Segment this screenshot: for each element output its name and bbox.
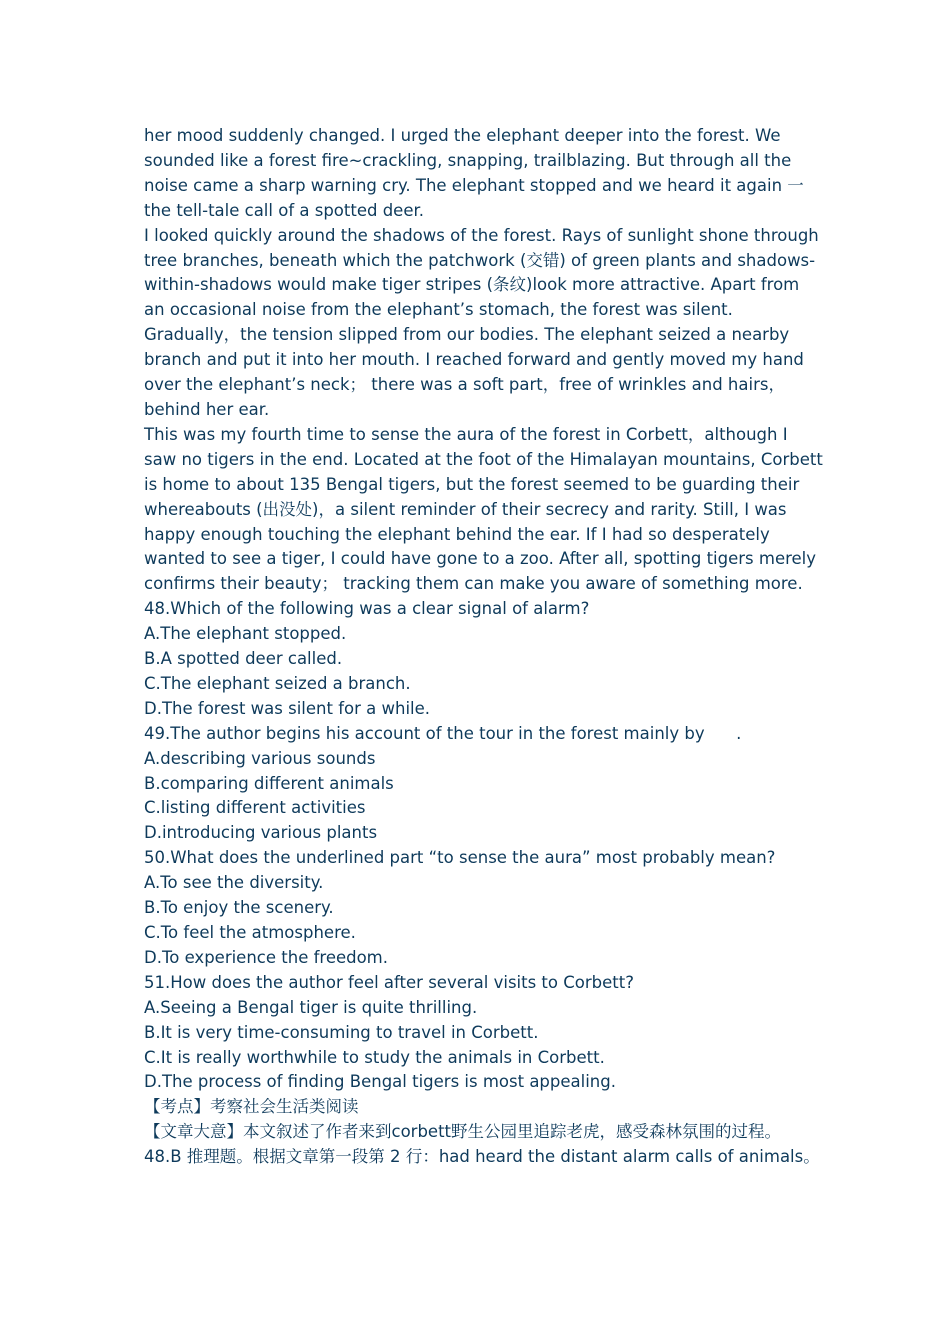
question-49-option-b: B.comparing different animals [144,773,394,793]
question-48-stem: 48.Which of the following was a clear signal of alarm? [144,599,590,619]
question-48-option-c: C.The elephant seized a branch. [144,673,411,693]
question-49-option-d: D.introducing various plants [144,823,378,843]
analysis-kaodian: 【考点】考察社会生活类阅读 [144,1097,359,1117]
question-51-stem: 51.How does the author feel after several visits to Corbett? [144,972,634,992]
question-50-option-c: C.To feel the atmosphere. [144,923,356,942]
analysis-answer-line: 2 [384,1147,406,1167]
analysis-dayi [144,1120,824,1145]
question-49-option-a: A.describing various sounds [144,748,376,768]
question-51-option-d: D.The process of finding Bengal tigers is most appealing. [144,1072,616,1092]
analysis-dayi-rest: 野生公园里追踪老虎，感受森林氛围的过程。 [451,1122,782,1142]
question-50-option-b: B.To enjoy the scenery. [144,898,334,918]
question-51-option-a: A.Seeing a Bengal tiger is quite thrilling. [144,997,478,1017]
analysis-answer-quote: had heard the distant alarm calls of animals [438,1147,804,1167]
analysis-dayi-word: corbett [391,1122,452,1142]
document-page [144,124,824,1170]
analysis-dayi-label: 【文章大意】本文叙述了作者来到 [144,1122,392,1142]
analysis-answer-number: 48.B [144,1147,182,1167]
question-51-option-b: B.It is very time-consuming to travel in Corbett. [144,1022,539,1042]
analysis-answer-end: 。 [803,1147,820,1167]
question-48-option-b: B.A spotted deer called. [144,649,343,669]
question-49-stem: 49.The author begins his account of the tour in the forest mainly by . [144,723,742,743]
passage-paragraph-4: This was my fourth time to sense the aura of the forest in Corbett，although I saw no tigers in the end. Located at the foot of the Himalayan mountains, Corbett is home to about 135 Bengal tigers, but the forest seemed to be guarding their whereabouts (出没处)，a silent reminder of their secrecy and rarity. Still, I was happy enough touching the elephant behind the ear. If I had so desperately wanted to see a tiger, I could have gone to a zoo. After all, spotting tigers merely confirms their beauty； tracking them can make you aware of something more. [144,424,823,594]
passage-paragraph-3: Gradually，the tension slipped from our bodies. The elephant seized a nearby branch and put it into her mouth. I reached forward and gently moved my hand over the elephant’s neck； there was a soft part，free of wrinkles and hairs，behind her ear. [144,325,804,419]
analysis-answer-48 [144,1145,824,1170]
passage-paragraph-2: I looked quickly around the shadows of the forest. Rays of sunlight shone through tree branches, beneath which the patchwork (交错) of green plants and shadows-within-shadows would make tiger stripes (条纹)look more attractive. Apart from an occasional noise from the elephant’s stomach, the forest was silent. [144,225,819,320]
analysis-answer-label: 推理题。根据文章第一段第 [181,1147,385,1167]
analysis-answer-mid: 行： [405,1147,439,1167]
question-50-stem: 50.What does the underlined part “to sense the aura” most probably mean? [144,848,776,868]
question-51-option-c: C.It is really worthwhile to study the animals in Corbett. [144,1047,605,1067]
passage-paragraph-1: her mood suddenly changed. I urged the elephant deeper into the forest. We sounded like a forest fire~crackling, snapping, trailblazing. But through all the noise came a sharp warning cry. The elephant stopped and we heard it again 一 the tell-tale call of a spotted deer. [144,126,804,220]
question-48-option-a: A.The elephant stopped. [144,624,347,644]
question-48-option-d: D.The forest was silent for a while. [144,698,431,718]
question-49-option-c: C.listing different activities [144,798,366,818]
question-50-option-a: A.To see the diversity. [144,873,324,893]
question-50-option-d: D.To experience the freedom. [144,947,389,967]
